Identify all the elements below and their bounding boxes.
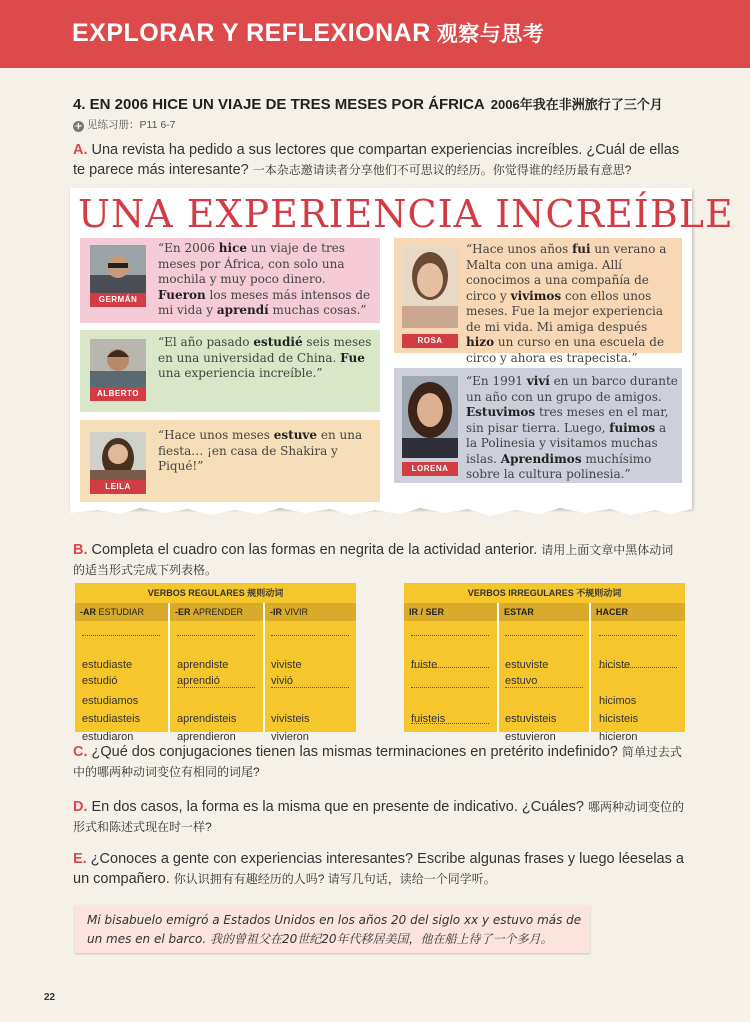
photo-leila: [90, 432, 146, 480]
part-e-instruction: E. ¿Conoces a gente con experiencias interesantes? Escribe algunas frases y luego léeselas a un compañero. 你认识拥有有趣经历的人吗? 请写几句话，读给一个同学听。: [73, 851, 684, 887]
irregular-blank-line: [411, 667, 489, 668]
irregular-table-title: VERBOS IRREGULARES 不规则动词: [404, 583, 685, 603]
regular-blank-line: [177, 687, 255, 688]
irregular-blank-line: [411, 723, 489, 724]
regular-blank-line: [271, 687, 349, 688]
irregular-cell: estuviste: [505, 659, 549, 671]
header-title: EXPLORAR Y REFLEXIONAR 观察与思考: [72, 19, 545, 47]
magazine-clipping: [70, 188, 734, 508]
photo-rosa: [402, 246, 458, 328]
handwritten-note: [75, 905, 590, 953]
regular-cell: aprendiste: [177, 659, 229, 671]
regular-cell: estudiaron: [82, 731, 134, 743]
irregular-cell: estuvieron: [505, 731, 556, 743]
page-number: 22: [44, 992, 56, 1003]
irregular-blank-line: [599, 635, 677, 636]
irregular-blank-line: [411, 635, 489, 636]
regular-cell: estudiaste: [82, 659, 133, 671]
regular-cell: aprendieron: [177, 731, 236, 743]
magazine-title: UNA EXPERIENCIA INCREÍBLE: [78, 192, 734, 236]
exercise-reference: + 见练习册：P11 6-7: [74, 119, 176, 132]
name-lorena: LORENA: [402, 462, 458, 476]
regular-cell: viviste: [271, 659, 302, 671]
irregular-verbs-table: [404, 583, 685, 743]
part-a-instruction: A. Una revista ha pedido a sus lectores que compartan experiencias increíbles. ¿Cuál de ellas te parece más interesante? 一本杂志邀请读者分享他们不可思议的经历。你觉得谁的经历最有意思?: [73, 142, 680, 178]
regular-blank-line: [82, 635, 160, 636]
note-text: Mi bisabuelo emigró a Estados Unidos en los años 20 del siglo xx y estuvo más de un mes en el barco. 我的曾祖父在20世纪20年代移居美国，他在船上待了一个多月。: [87, 913, 582, 946]
irregular-cell: fuiste: [411, 659, 438, 671]
card-leila: [80, 420, 380, 502]
regular-verbs-table: [75, 583, 356, 743]
regular-blank-line: [271, 635, 349, 636]
regular-table-title: VERBOS REGULARES 规则动词: [75, 583, 356, 603]
quote-lorena: “En 1991 viví en un barco durante un año con un grupo de amigos. Estuvimos tres meses en el mar, sin pisar tierra. Luego, fuimos a la Polinesia y visitamos muchas islas. Aprendimos muchísimo sobre la cultura polinesia.”: [466, 374, 678, 481]
irregular-cell: hicieron: [599, 731, 638, 743]
photo-lorena: [402, 376, 458, 458]
irregular-cell: fuisteis: [411, 713, 446, 725]
photo-german: [90, 245, 146, 293]
col-header-estar: ESTAR: [499, 603, 589, 621]
irregular-cell: hicimos: [599, 695, 637, 707]
regular-blank-line: [177, 635, 255, 636]
card-german: [80, 238, 380, 323]
name-rosa: ROSA: [402, 334, 458, 348]
col-header-ir-ser: IR / SER: [404, 603, 497, 621]
name-leila: LEILA: [90, 480, 146, 494]
card-alberto: [80, 330, 380, 412]
quote-leila: “Hace unos meses estuve en una fiesta… ¡en casa de Shakira y Piqué!”: [158, 428, 363, 473]
regular-cell: estudiamos: [82, 695, 139, 707]
regular-cell: estudiasteis: [82, 713, 141, 725]
col-header-ar: -AR ESTUDIAR: [75, 603, 168, 621]
regular-cell: aprendisteis: [177, 713, 237, 725]
torn-edge: [70, 504, 692, 518]
irregular-blank-line: [599, 667, 677, 668]
card-lorena: [394, 368, 682, 483]
part-d-instruction: D. En dos casos, la forma es la misma que en presente de indicativo. ¿Cuáles? 哪两种动词变位的形式和陈述式现在时一样?: [73, 799, 684, 834]
col-header-hacer: HACER: [591, 603, 685, 621]
part-c-instruction: C. ¿Qué dos conjugaciones tienen las mismas terminaciones en pretérito indefinido? 简单过去式中的哪两种动词变位有相同的词尾?: [73, 744, 682, 779]
regular-cell: vivió: [271, 675, 294, 687]
regular-cell: estudió: [82, 675, 118, 687]
quote-german: “En 2006 hice un viaje de tres meses por África, con solo una mochila y muy poco dinero. Fueron los meses más intensos de mi vida y aprendí muchas cosas.”: [158, 241, 371, 317]
name-alberto: ALBERTO: [90, 387, 146, 401]
regular-cell: aprendió: [177, 675, 220, 687]
quote-alberto: “El año pasado estudié seis meses en una universidad de China. Fue una experiencia increíble.”: [158, 335, 372, 380]
page-header: [0, 0, 750, 68]
plus-icon: +: [74, 121, 83, 132]
part-b-instruction: B. Completa el cuadro con las formas en negrita de la actividad anterior. 请用上面文章中黑体动词的适当形式完成下列表格。: [73, 542, 674, 577]
irregular-cell: estuvo: [505, 675, 538, 687]
irregular-blank-line: [505, 635, 583, 636]
irregular-blank-line: [411, 687, 489, 688]
photo-alberto: [90, 339, 146, 387]
quote-rosa: “Hace unos años fui un verano a Malta con una amiga. Allí conocimos a una compañía de circo y vivimos con ellos unos meses. Fue la mejor experiencia de mi vida. Mi amiga después hizo un curso en una escuela de circo y ahora es trapecista.”: [466, 242, 667, 365]
col-header-ir: -IR VIVIR: [265, 603, 356, 621]
irregular-cell: estuvisteis: [505, 713, 557, 725]
col-header-er: -ER APRENDER: [170, 603, 263, 621]
irregular-cell: hicisteis: [599, 713, 639, 725]
irregular-cell: hiciste: [599, 659, 631, 671]
irregular-blank-line: [505, 687, 583, 688]
regular-cell: vivieron: [271, 731, 309, 743]
regular-cell: vivisteis: [271, 713, 310, 725]
section-title: 4. EN 2006 HICE UN VIAJE DE TRES MESES POR ÁFRICA 2006年我在非洲旅行了三个月: [73, 96, 663, 113]
card-rosa: [394, 238, 682, 365]
name-german: GERMÁN: [90, 293, 146, 307]
